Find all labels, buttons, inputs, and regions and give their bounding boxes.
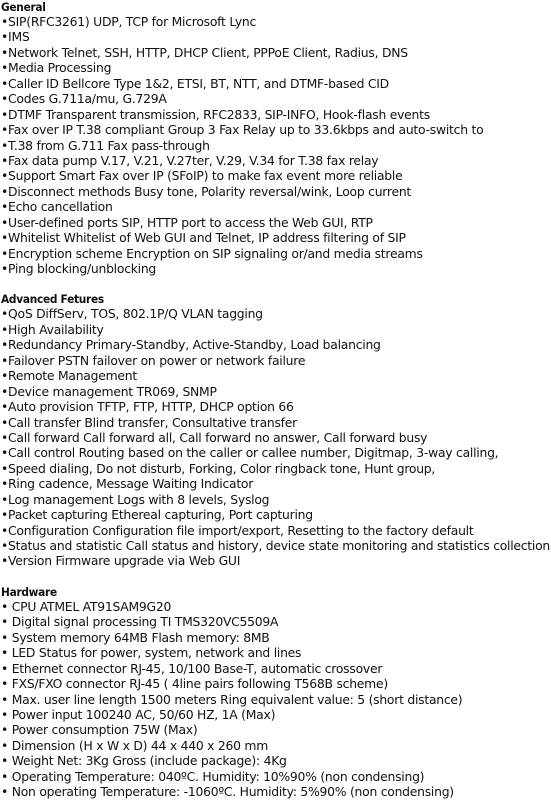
list-item: •DTMF Transparent transmission, RFC2833, SIP-INFO, Hook-flash events xyxy=(1,106,430,122)
list-item: •Auto provision TFTP, FTP, HTTP, DHCP option 66 xyxy=(1,399,294,415)
list-item: •Call forward Call forward all, Call forward no answer, Call forward busy xyxy=(1,429,428,445)
list-item: • CPU ATMEL AT91SAM9G20 xyxy=(1,598,172,614)
list-item: •Ring cadence, Message Waiting Indicator xyxy=(1,476,254,492)
general-list xyxy=(1,14,551,276)
list-item: •Media Processing xyxy=(1,60,112,76)
list-item: •Network Telnet, SSH, HTTP, DHCP Client, PPPoE Client, Radius, DNS xyxy=(1,44,408,60)
list-item: •Remote Management xyxy=(1,368,137,384)
list-item: • Digital signal processing TI TMS320VC5509A xyxy=(1,614,279,630)
list-item: • Power input 100240 AC, 50/60 HZ, 1A (Max) xyxy=(1,706,276,722)
list-item: • System memory 64MB Flash memory: 8MB xyxy=(1,629,270,645)
list-item: • Max. user line length 1500 meters Ring equivalent value: 5 (short distance) xyxy=(1,691,463,707)
section-title-advanced-features: Advanced Fetures xyxy=(1,292,104,307)
list-item: •Failover PSTN failover on power or network failure xyxy=(1,352,306,368)
list-item: • Weight Net: 3Kg Gross (include package): 4Kg xyxy=(1,753,287,769)
list-item: •User-defined ports SIP, HTTP port to access the Web GUI, RTP xyxy=(1,214,373,230)
list-item: •Packet capturing Ethereal capturing, Port capturing xyxy=(1,507,313,523)
list-item: •Call control Routing based on the caller or callee number, Digitmap, 3-way calling, xyxy=(1,445,499,461)
list-item: •Whitelist Whitelist of Web GUI and Telnet, IP address filtering of SIP xyxy=(1,230,406,246)
section-title-general: General xyxy=(1,0,46,14)
list-item: •SIP(RFC3261) UDP, TCP for Microsoft Lync xyxy=(1,14,257,29)
list-item: • Non operating Temperature: -1060ºC. Humidity: 5%90% (non condensing) xyxy=(1,784,454,800)
section-title-hardware: Hardware xyxy=(1,584,57,599)
list-item: •Fax data pump V.17, V.21, V.27ter, V.29, V.34 for T.38 fax relay xyxy=(1,152,379,168)
list-item: •Caller ID Bellcore Type 1&2, ETSI, BT, NTT, and DTMF-based CID xyxy=(1,75,389,91)
hardware-list xyxy=(1,599,551,800)
list-item: •Configuration Configuration file import/export, Resetting to the factory default xyxy=(1,522,474,538)
list-item: •Call transfer Blind transfer, Consultative transfer xyxy=(1,414,297,430)
list-item: •Codes G.711a/mu, G.729A xyxy=(1,91,167,107)
list-item: •Log management Logs with 8 levels, Syslog xyxy=(1,491,270,507)
section-spacer xyxy=(1,276,551,292)
list-item: •Speed dialing, Do not disturb, Forking, Color ringback tone, Hunt group, xyxy=(1,460,436,476)
advanced-features-list xyxy=(1,306,551,568)
list-item: •T.38 from G.711 Fax pass-through xyxy=(1,137,210,153)
spec-document xyxy=(1,0,551,800)
list-item: • FXS/FXO connector RJ-45 ( 4line pairs following T568B scheme) xyxy=(1,676,388,692)
list-item: •Device management TR069, SNMP xyxy=(1,383,217,399)
section-spacer xyxy=(1,569,551,585)
list-item: • Ethernet connector RJ-45, 10/100 Base-T, automatic crossover xyxy=(1,660,383,676)
list-item: •QoS DiffServ, TOS, 802.1P/Q VLAN tagging xyxy=(1,306,263,322)
list-item: •Ping blocking/unblocking xyxy=(1,261,157,276)
list-item: •Redundancy Primary-Standby, Active-Standby, Load balancing xyxy=(1,337,381,353)
list-item: •IMS xyxy=(1,29,30,45)
list-item: •High Availability xyxy=(1,321,104,337)
list-item: •Fax over IP T.38 compliant Group 3 Fax Relay up to 33.6kbps and auto-switch to xyxy=(1,122,484,138)
list-item: •Encryption scheme Encryption on SIP signaling or/and media streams xyxy=(1,245,423,261)
list-item: • Dimension (H x W x D) 44 x 440 x 260 mm xyxy=(1,737,269,753)
list-item: •Disconnect methods Busy tone, Polarity reversal/wink, Loop current xyxy=(1,183,412,199)
list-item: • LED Status for power, system, network and lines xyxy=(1,645,302,661)
list-item: •Echo cancellation xyxy=(1,199,113,215)
list-item: •Version Firmware upgrade via Web GUI xyxy=(1,553,241,569)
list-item: • Power consumption 75W (Max) xyxy=(1,722,198,738)
list-item: •Status and statistic Call status and history, device state monitoring and statistics collection xyxy=(1,538,550,553)
list-item: •Support Smart Fax over IP (SFoIP) to make fax event more reliable xyxy=(1,168,403,184)
list-item: • Operating Temperature: 040ºC. Humidity: 10%90% (non condensing) xyxy=(1,768,425,784)
